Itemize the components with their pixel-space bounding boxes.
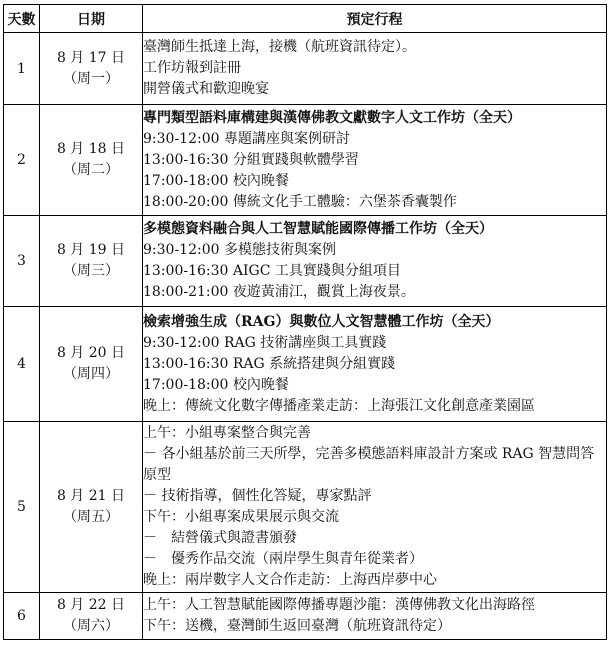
date-cell (40, 33, 143, 105)
day-cell: 5 (4, 422, 40, 593)
plan-line: 開營儀式和歡迎晚宴 (143, 81, 269, 97)
day-cell: 4 (4, 307, 40, 422)
workshop-title: 專門類型語料庫構建與漢傳佛教文獻數字人文工作坊（全天） (143, 109, 521, 126)
date-text: 8 月 19 日 (56, 242, 126, 258)
schedule-container (3, 4, 607, 640)
plan-line: 9:30-12:00 多模態技術與案例 (143, 242, 336, 258)
date-text: 8 月 21 日 (56, 488, 126, 504)
date-text: 8 月 20 日 (56, 345, 126, 361)
weekday-text: （周三） (63, 263, 119, 279)
plan-line: 9:30-12:00 RAG 技術講座與工具實踐 (143, 334, 387, 351)
header-date: 日期 (40, 5, 143, 33)
plan-cell (143, 33, 607, 105)
header-plan: 預定行程 (143, 5, 607, 33)
plan-cell (143, 307, 607, 422)
plan-line: 9:30-12:00 專題講座與案例研討 (143, 130, 350, 147)
plan-line: 17:00-18:00 校內晚餐 (143, 172, 289, 189)
date-cell (40, 216, 143, 307)
plan-cell (143, 593, 607, 640)
plan-line: 13:00-16:30 AIGC 工具實踐與分組項目 (143, 263, 401, 279)
plan-line: 下午：小組專案成果展示與交流 (143, 509, 339, 525)
date-text: 8 月 22 日 (56, 597, 126, 613)
plan-line: 18:00-20:00 傳統文化手工體驗：六堡茶香囊製作 (143, 193, 457, 210)
schedule-table (3, 4, 607, 640)
date-text: 8 月 17 日 (56, 49, 126, 66)
workshop-title: 多模態資料融合與人工智慧賦能國際傳播工作坊（全天） (143, 221, 493, 237)
weekday-text: （周二） (63, 162, 119, 178)
table-row (4, 307, 607, 422)
table-row (4, 216, 607, 307)
plan-line: － 結營儀式與證書頒發 (143, 530, 297, 546)
weekday-text: （周五） (63, 509, 119, 525)
date-text: 8 月 18 日 (56, 141, 126, 157)
plan-line: 上午：小組專案整合與完善 (143, 425, 311, 441)
plan-line: 13:00-16:30 分組實踐與軟體學習 (143, 151, 359, 168)
day-cell: 2 (4, 105, 40, 216)
day-cell: 3 (4, 216, 40, 307)
plan-line: 18:00-21:00 夜遊黃浦江，觀賞上海夜景。 (143, 284, 415, 300)
table-row (4, 33, 607, 105)
plan-cell (143, 422, 607, 593)
date-cell (40, 422, 143, 593)
date-cell (40, 307, 143, 422)
plan-line: 上午：人工智慧賦能國際傳播專題沙龍：漢傳佛教文化出海路徑 (143, 597, 535, 613)
plan-line: 臺灣師生抵達上海，接機（航班資訊待定）。 (143, 39, 416, 55)
plan-line: － 各小組基於前三天所學，完善多模態語料庫設計方案或 RAG 智慧問答原型 (143, 446, 595, 483)
date-cell (40, 105, 143, 216)
date-cell (40, 593, 143, 640)
plan-line: 13:00-16:30 RAG 系統搭建與分組實踐 (143, 355, 396, 372)
workshop-title: 檢索增強生成（RAG）與數位人文智慧體工作坊（全天） (143, 313, 500, 330)
plan-line: － 技術指導，個性化答疑，專家點評 (143, 488, 372, 504)
day-cell: 6 (4, 593, 40, 640)
weekday-text: （周四） (63, 366, 119, 382)
table-row (4, 593, 607, 640)
plan-line: － 優秀作品交流（兩岸學生與青年從業者） (143, 551, 423, 567)
header-day: 天數 (4, 5, 40, 33)
weekday-text: （周六） (63, 618, 119, 634)
weekday-text: （周一） (63, 70, 119, 87)
plan-line: 晚上：兩岸數字人文合作走訪：上海西岸夢中心 (143, 572, 437, 588)
day-cell: 1 (4, 33, 40, 105)
table-row (4, 422, 607, 593)
header-row (4, 5, 607, 33)
plan-line: 17:00-18:00 校內晚餐 (143, 376, 289, 393)
plan-line: 下午：送機，臺灣師生返回臺灣（航班資訊待定） (143, 618, 451, 634)
plan-line: 工作坊報到註冊 (143, 60, 241, 76)
plan-cell (143, 105, 607, 216)
plan-cell (143, 216, 607, 307)
table-row (4, 105, 607, 216)
plan-line: 晚上：傳統文化數字傳播產業走訪：上海張江文化創意產業園區 (143, 397, 535, 414)
